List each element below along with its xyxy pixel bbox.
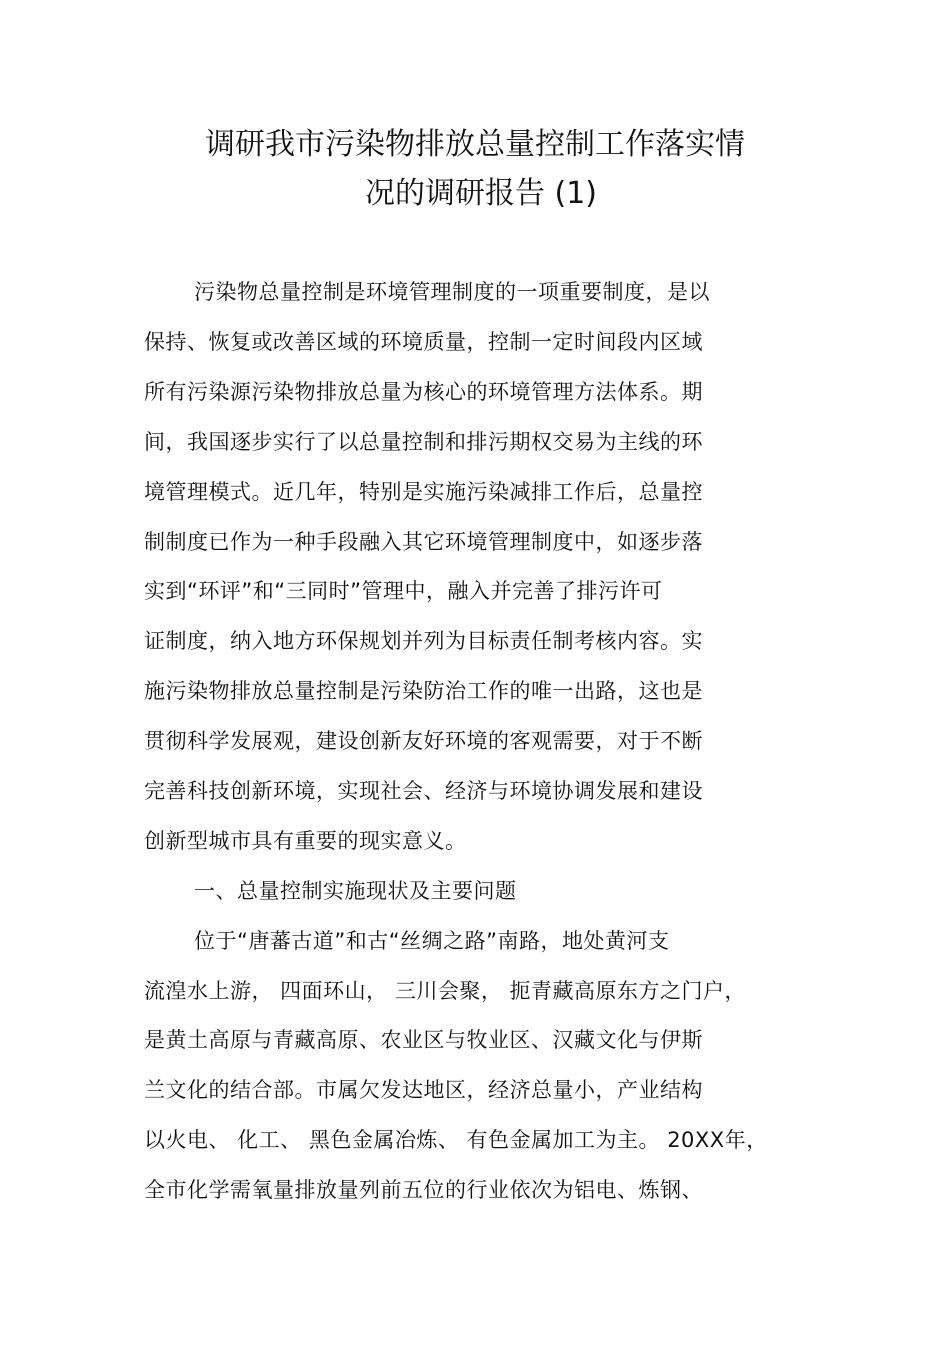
paragraph-line: 污染物总量控制是环境管理制度的一项重要制度，是以 xyxy=(194,280,710,304)
paragraph-line: 保持、恢复或改善区域的环境质量，控制一定时间段内区域 xyxy=(144,330,703,354)
paragraph-line: 施污染物排放总量控制是污染防治工作的唯一出路，这也是 xyxy=(144,679,703,703)
document-title-line-2: 况的调研报告 (1) xyxy=(364,176,598,211)
paragraph-line: 是黄土高原与青藏高原、农业区与牧业区、汉藏文化与伊斯 xyxy=(144,1028,703,1052)
paragraph-line: 所有污染源污染物排放总量为核心的环境管理方法体系。期 xyxy=(144,380,703,404)
paragraph-line: 完善科技创新环境，实现社会、经济与环境协调发展和建设 xyxy=(144,779,703,803)
section-heading: 一、总量控制实施现状及主要问题 xyxy=(194,879,517,903)
paragraph-line: 以火电、 化工、 黑色金属冶炼、 有色金属加工为主。 20XX年， xyxy=(144,1128,768,1152)
paragraph-line: 位于“唐蕃古道”和古“丝绸之路”南路，地处黄河支 xyxy=(194,929,670,953)
paragraph-line: 全市化学需氧量排放量列前五位的行业依次为铝电、炼钢、 xyxy=(144,1178,703,1202)
paragraph-line: 贯彻科学发展观，建设创新友好环境的客观需要，对于不断 xyxy=(144,729,703,753)
paragraph-line: 间，我国逐步实行了以总量控制和排污期权交易为主线的环 xyxy=(144,430,703,454)
document-title-line-1: 调研我市污染物排放总量控制工作落实情 xyxy=(205,127,745,162)
paragraph-line: 制制度已作为一种手段融入其它环境管理制度中，如逐步落 xyxy=(144,530,703,554)
paragraph-line: 境管理模式。近几年，特别是实施污染减排工作后，总量控 xyxy=(144,480,703,504)
paragraph-line: 创新型城市具有重要的现实意义。 xyxy=(144,829,467,853)
paragraph-line: 实到“环评”和“三同时”管理中，融入并完善了排污许可 xyxy=(144,579,663,603)
paragraph-line: 证制度，纳入地方环保规划并列为目标责任制考核内容。实 xyxy=(144,629,703,653)
paragraph-line: 流湟水上游， 四面环山， 三川会聚， 扼青藏高原东方之门户， xyxy=(144,979,747,1003)
paragraph-line: 兰文化的结合部。市属欠发达地区，经济总量小，产业结构 xyxy=(144,1078,703,1102)
